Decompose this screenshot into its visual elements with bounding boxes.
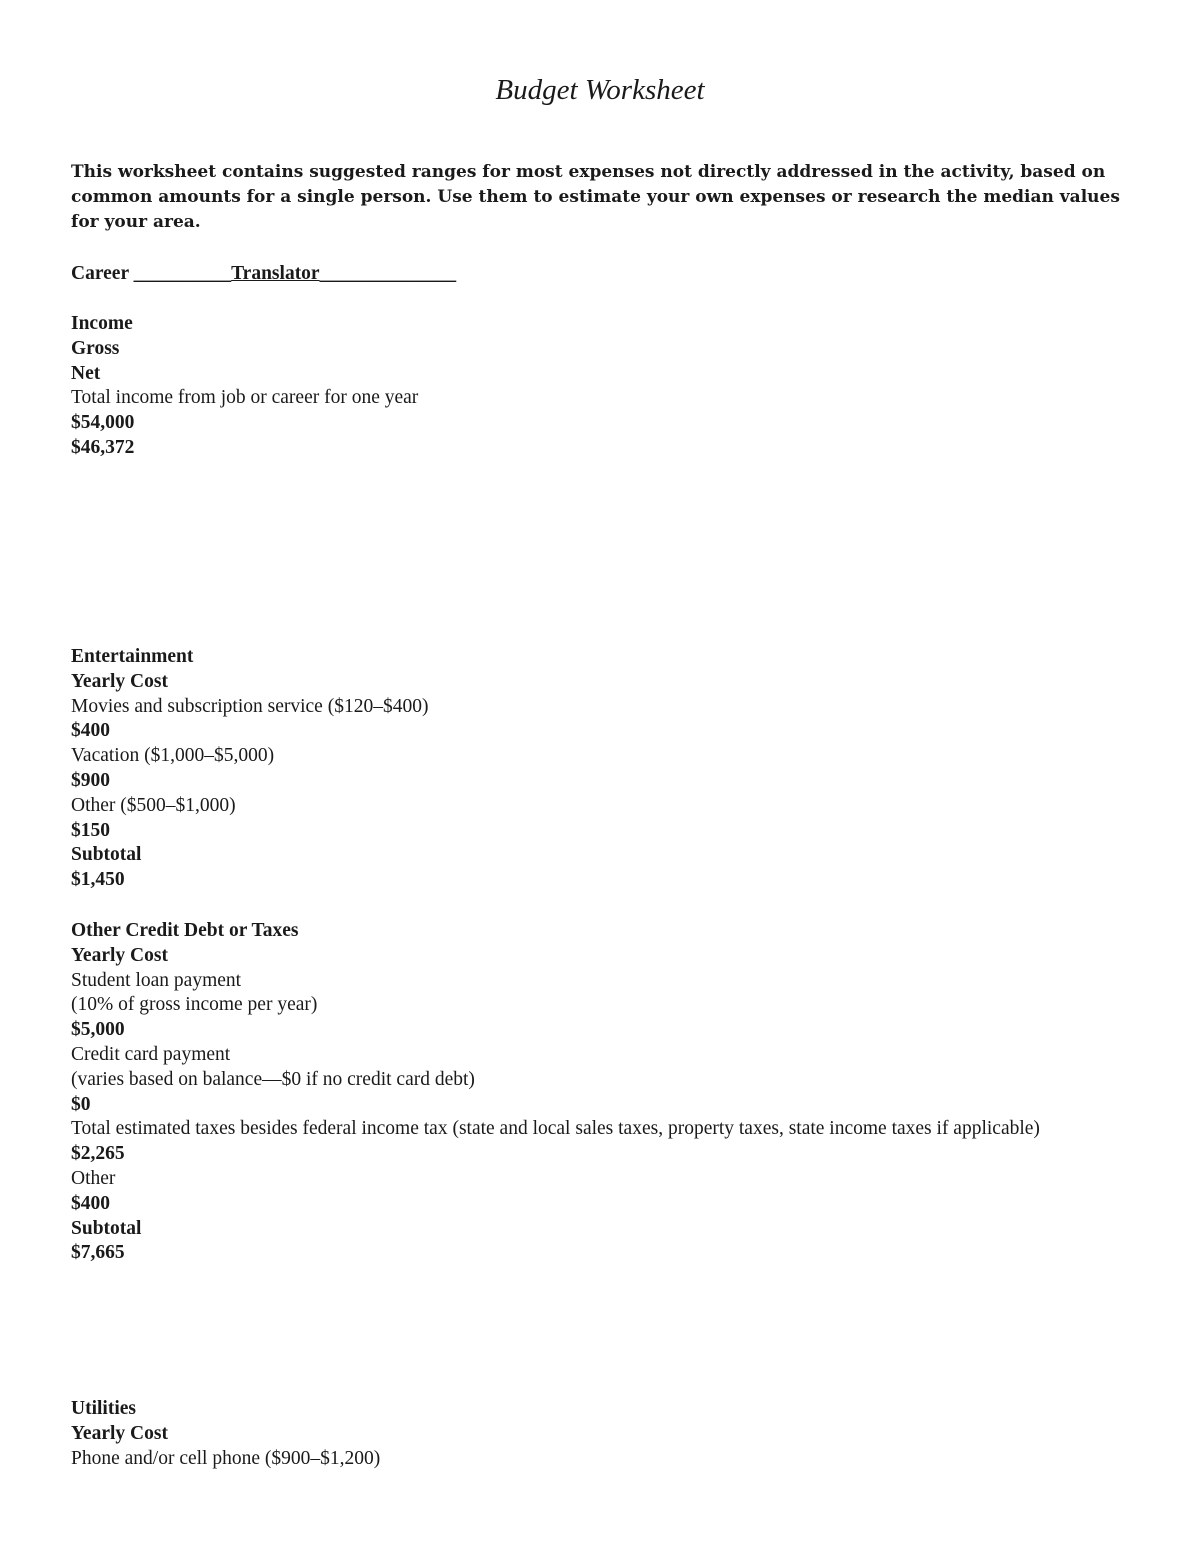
student-loan-label: Student loan payment bbox=[71, 969, 242, 991]
credit-section bbox=[71, 919, 1131, 1266]
career-blank-lead: __________ bbox=[133, 263, 232, 284]
credit-subtotal-label: Subtotal bbox=[71, 1217, 142, 1239]
entertainment-vacation-label: Vacation ($1,000–$5,000) bbox=[71, 745, 275, 767]
entertainment-other-value: $150 bbox=[71, 819, 110, 841]
career-label: Career bbox=[71, 263, 129, 284]
income-heading: Income bbox=[71, 313, 133, 334]
credit-card-label: Credit card payment bbox=[71, 1043, 231, 1065]
entertainment-heading: Entertainment bbox=[71, 646, 194, 667]
credit-heading: Other Credit Debt or Taxes bbox=[71, 920, 299, 941]
income-net-header: Net bbox=[71, 362, 101, 384]
credit-yearly-cost-header: Yearly Cost bbox=[71, 944, 168, 966]
entertainment-vacation-value: $900 bbox=[71, 769, 110, 791]
income-row-label: Total income from job or career for one year bbox=[71, 387, 419, 409]
entertainment-section bbox=[71, 645, 1131, 893]
utilities-yearly-cost-header: Yearly Cost bbox=[71, 1422, 168, 1444]
career-value: Translator bbox=[231, 263, 320, 284]
entertainment-movies-label: Movies and subscription service ($120–$400) bbox=[71, 695, 429, 717]
taxes-value: $2,265 bbox=[71, 1143, 125, 1165]
utilities-heading: Utilities bbox=[71, 1398, 136, 1419]
page-title: Budget Worksheet bbox=[495, 74, 705, 106]
student-loan-value: $5,000 bbox=[71, 1019, 125, 1041]
entertainment-other-label: Other ($500–$1,000) bbox=[71, 794, 236, 816]
phone-label: Phone and/or cell phone ($900–$1,200) bbox=[71, 1447, 381, 1469]
entertainment-subtotal-value: $1,450 bbox=[71, 869, 125, 891]
entertainment-movies-value: $400 bbox=[71, 720, 110, 742]
income-net-value: $46,372 bbox=[71, 436, 135, 458]
credit-card-note: (varies based on balance—$0 if no credit card debt) bbox=[71, 1068, 475, 1090]
career-blank-trail: ______________ bbox=[319, 263, 457, 284]
career-line bbox=[71, 262, 456, 287]
credit-other-value: $400 bbox=[71, 1192, 110, 1214]
taxes-label: Total estimated taxes besides federal income tax (state and local sales taxes, property taxes, state income taxes if applicable) bbox=[71, 1118, 1040, 1140]
credit-subtotal-value: $7,665 bbox=[71, 1242, 125, 1264]
income-section bbox=[71, 312, 1131, 461]
utilities-section bbox=[71, 1397, 1131, 1471]
student-loan-note: (10% of gross income per year) bbox=[71, 994, 318, 1016]
income-gross-header: Gross bbox=[71, 337, 120, 359]
intro-paragraph: This worksheet contains suggested ranges for most expenses not directly addressed in the activity, based on common amounts for a single person. Use them to estimate your own expenses or research the median values for your area. bbox=[71, 162, 1120, 232]
entertainment-subtotal-label: Subtotal bbox=[71, 844, 142, 866]
credit-card-value: $0 bbox=[71, 1093, 91, 1115]
credit-other-label: Other bbox=[71, 1167, 116, 1189]
entertainment-yearly-cost-header: Yearly Cost bbox=[71, 670, 168, 692]
income-gross-value: $54,000 bbox=[71, 412, 135, 434]
